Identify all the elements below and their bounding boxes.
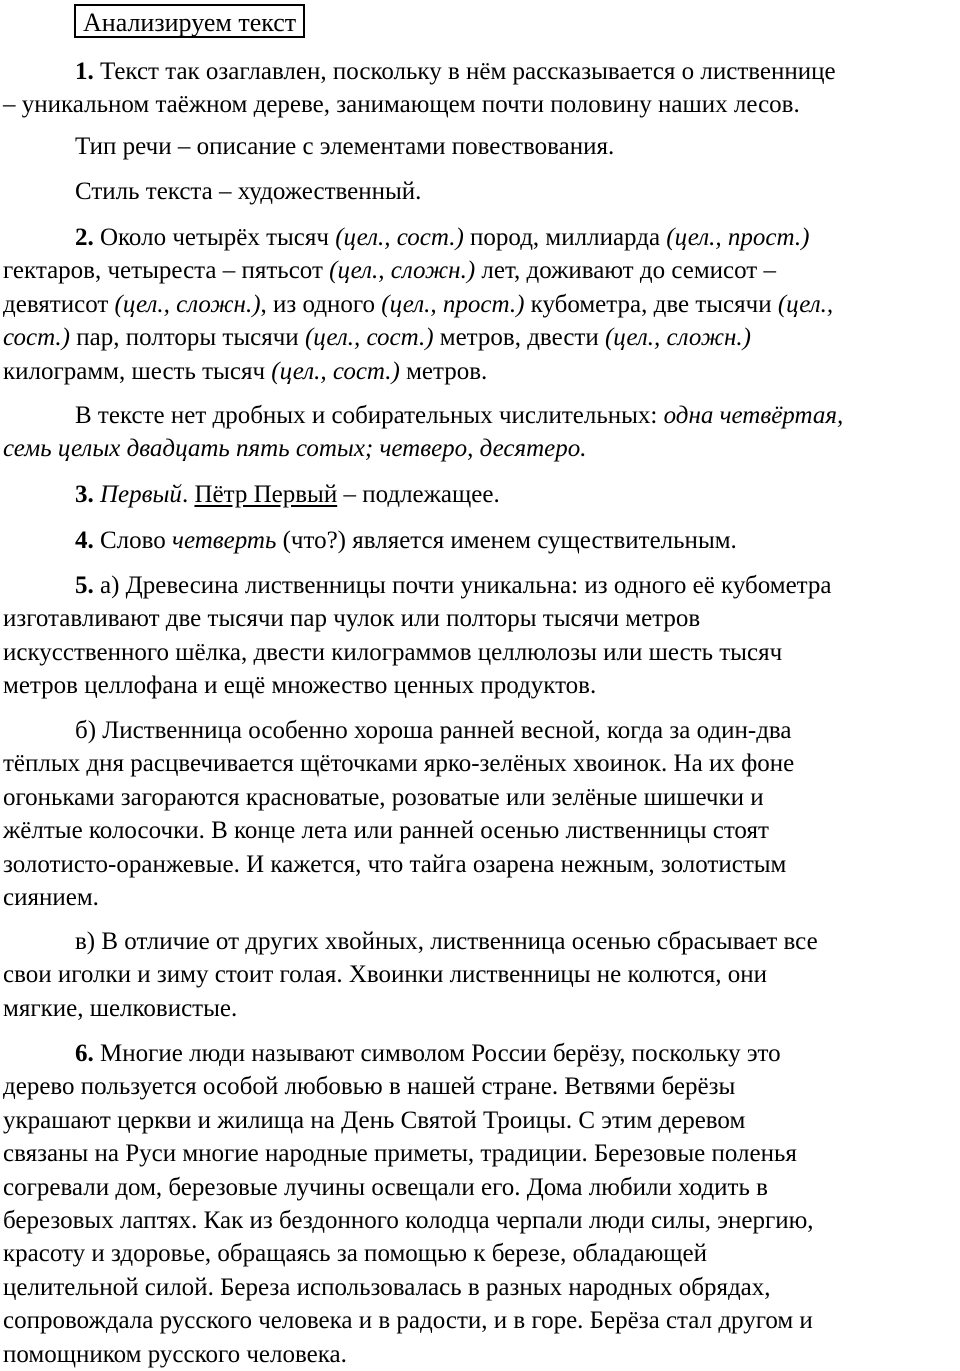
item-number: 5. [75, 572, 94, 599]
paragraph-8: в) В отличие от других хвойных, лиственница осенью сбрасывает все свои иголки и зиму стоит голая. Хвоинки лиственницы не колются, они мягкие, шелковистые. [3, 928, 818, 1022]
section-title: Анализируем текст [74, 4, 305, 38]
item-number: 3. [75, 481, 94, 508]
paragraph-1: 1. Текст так озаглавлен, поскольку в нём рассказывается о лиственнице – уникальном таёжном дереве, занимающем почти половину наших лесов. [3, 58, 836, 119]
text-style-line: Стиль текста – художественный. [75, 178, 422, 205]
item-number: 2. [75, 224, 94, 251]
paragraph-5: 4. Слово четверть (что?) является именем существительным. [75, 527, 737, 554]
speech-type-line: Тип речи – описание с элементами повествования. [75, 133, 615, 160]
paragraph-2: 2. Около четырёх тысяч (цел., сост.) пород, миллиарда (цел., прост.) гектаров, четыреста – пятьсот (цел., сложн.) лет, доживают до семисот – девятисот (цел., сложн.), из одного (цел., прост.) кубометра, две тысячи (цел., сост.) пар, полторы тысячи (цел., сост.) метров, двести (цел., сложн.) килограмм, шесть тысяч (цел., сост.) метров. [3, 224, 834, 385]
item-number: 1. [75, 58, 94, 85]
paragraph-7: б) Лиственница особенно хороша ранней весной, когда за один-два тёплых дня расцвечивается щёточками ярко-зелёных хвоинок. На их фоне огоньками загораются красноватые, розоватые или зелёные шишечки и жёлтые колосочки. В конце лета или ранней осенью лиственницы стоят золотисто-оранжевые. И кажется, что тайга озарена нежным, золотистым сиянием. [3, 717, 795, 912]
paragraph-4: 3. Первый. Пётр Первый – подлежащее. [75, 481, 500, 508]
item-number: 4. [75, 527, 94, 554]
underlined-subject: Пётр Первый [194, 481, 338, 508]
paragraph-6: 5. а) Древесина лиственницы почти уникальна: из одного её кубометра изготавливают две тысячи пар чулок или полторы тысячи метров искусственного шёлка, двести килограммов целлюлозы или шесть тысяч метров целлофана и ещё множество ценных продуктов. [3, 572, 832, 700]
item-number: 6. [75, 1040, 94, 1067]
paragraph-9: 6. Многие люди называют символом России берёзу, поскольку это дерево пользуется особой любовью в нашей стране. Ветвями берёзы украшают церкви и жилища на День Святой Троицы. С этим деревом связаны на Руси многие народные приметы, традиции. Березовые поленья согревали дом, березовые лучины освещали его. Дома любили ходить в березовых лаптях. Как из бездонного колодца черпали люди силы, энергию, красоту и здоровье, обращаясь за помощью к березе, обладающей целительной силой. Береза использовалась в разных народных обрядах, сопровождала русского человека и в радости, и в горе. Берёза стал другом и помощником русского человека. [3, 1040, 814, 1368]
paragraph-3: В тексте нет дробных и собирательных числительных: одна четвёртая, семь целых двадцать пять сотых; четверо, десятеро. [3, 402, 844, 463]
